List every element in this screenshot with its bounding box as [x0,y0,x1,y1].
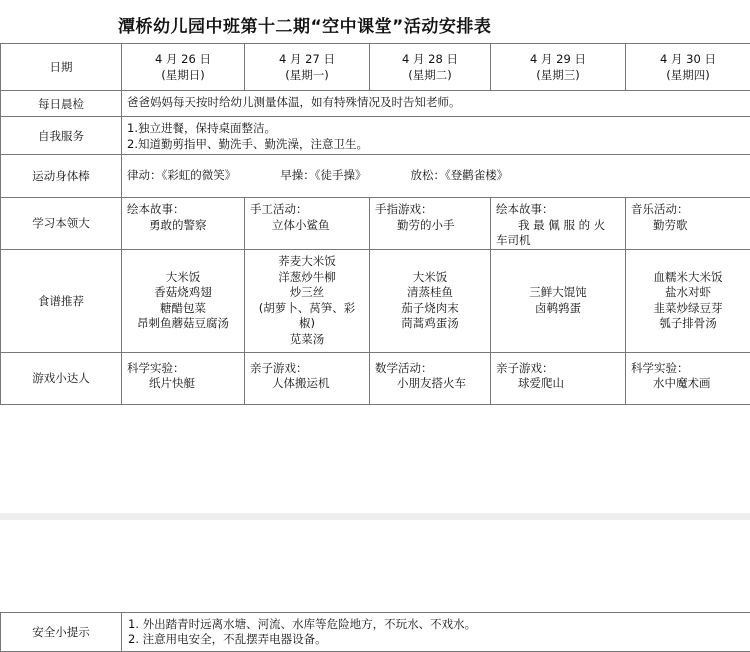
exercise-relax: 放松：《登鹳雀楼》 [410,168,509,183]
schedule-table [0,43,750,405]
recipe-item: 荞麦大米饭 [278,254,336,268]
game-type: 科学实验： [631,360,689,375]
day-header: 4 月 30 日 (星期四) [626,44,750,91]
game-name: 小朋友搭火车 [397,376,466,390]
exercise-rhythm: 律动：《彩虹的微笑》 [127,168,237,183]
day-header: 4 月 26 日 (星期日) [122,44,245,91]
safety-row [1,613,750,652]
safety-label: 安全小提示 [1,613,122,652]
recipe-list [491,285,625,316]
recipe-list [370,270,490,332]
row-label: 运动身体棒 [1,155,122,198]
learning-row [1,198,750,250]
row-label: 自我服务 [1,117,122,155]
recipe-item: 清蒸桂鱼 [407,285,453,299]
game-name: 水中魔术画 [653,376,711,390]
activity-name-cont: 车司机 [496,233,531,247]
recipe-list [626,270,750,332]
activity-type: 绘本故事： [127,202,185,216]
activity-type: 音乐活动： [631,202,689,216]
game-name: 纸片快艇 [149,376,195,390]
recipe-list [245,254,369,347]
game-name: 球爱爬山 [518,376,564,390]
morning-check-text: 爸爸妈妈每天按时给幼儿测量体温，如有特殊情况及时告知老师。 [127,95,461,109]
day-header: 4 月 28 日 (星期二) [370,44,491,91]
activity-type: 手工活动： [250,202,308,216]
activity-name: 勇敢的警察 [149,217,207,232]
self-service-line: 1.独立进餐，保持桌面整洁。 [127,121,276,135]
recipe-item: 三鲜大馄饨 [529,285,587,299]
self-service-row [1,117,750,155]
exercise-row [1,155,750,198]
recipe-item: 苋菜汤 [289,331,325,346]
game-type: 数学活动： [375,360,433,375]
page-title: 潭桥幼儿园中班第十二期“空中课堂”活动安排表 [118,17,492,37]
self-service-line: 2.知道勤剪指甲、勤洗手、勤洗澡，注意卫生。 [127,136,368,151]
recipe-item: 昂刺鱼蘑菇豆腐汤 [137,316,229,330]
recipe-item: 韭菜炒绿豆芽 [653,300,723,315]
recipe-item: 糖醋包菜 [160,300,206,315]
recipe-item: 血糯米大米饭 [653,269,723,284]
activity-type: 手指游戏： [375,202,433,216]
activity-name: 我 最 佩 服 的 火 [518,217,606,232]
activity-name: 立体小鲨鱼 [272,217,330,232]
morning-check-row [1,91,750,117]
recipe-item: 洋葱炒牛柳 [278,269,336,284]
recipe-list [122,270,244,332]
safety-table [0,612,750,652]
recipe-item: 茼蒿鸡蛋汤 [401,316,459,330]
recipe-item: 瓠子排骨汤 [659,316,717,330]
game-type: 科学实验： [127,360,185,375]
activity-type: 绘本故事： [496,202,554,216]
page-divider [0,513,750,520]
game-type: 亲子游戏： [496,360,554,375]
games-row [1,352,750,404]
day-header: 4 月 27 日 (星期一) [245,44,370,91]
game-name: 人体搬运机 [272,376,330,390]
recipe-item: 盐水对虾 [665,285,711,299]
recipe-item: (胡萝卜、莴笋、彩 [258,300,356,315]
recipe-item: 大米饭 [165,269,201,284]
row-label: 学习本领大 [1,198,122,250]
recipe-item: 香菇烧鸡翅 [154,285,212,299]
row-label: 游戏小达人 [1,352,122,404]
recipe-item: 卤鹌鹑蛋 [535,300,581,315]
exercise-morning: 早操：《徒手操》 [280,168,367,183]
row-label: 每日晨检 [1,91,122,117]
activity-name: 勤劳歌 [653,217,688,232]
row-label: 食谱推荐 [1,249,122,352]
recipe-item: 椒) [299,316,315,330]
safety-line: 2. 注意用电安全，不乱摆弄电器设备。 [128,632,327,646]
day-header: 4 月 29 日 (星期三) [491,44,626,91]
activity-name: 勤劳的小手 [397,217,455,232]
recipe-row [1,249,750,352]
recipe-item: 炒三丝 [289,285,325,299]
date-label: 日期 [1,44,122,91]
header-row [1,44,750,91]
safety-line: 1. 外出踏青时远离水塘、河流、水库等危险地方，不玩水、不戏水。 [128,617,477,631]
recipe-item: 大米饭 [412,269,448,284]
recipe-item: 茄子烧肉末 [401,300,459,315]
game-type: 亲子游戏： [250,360,308,375]
